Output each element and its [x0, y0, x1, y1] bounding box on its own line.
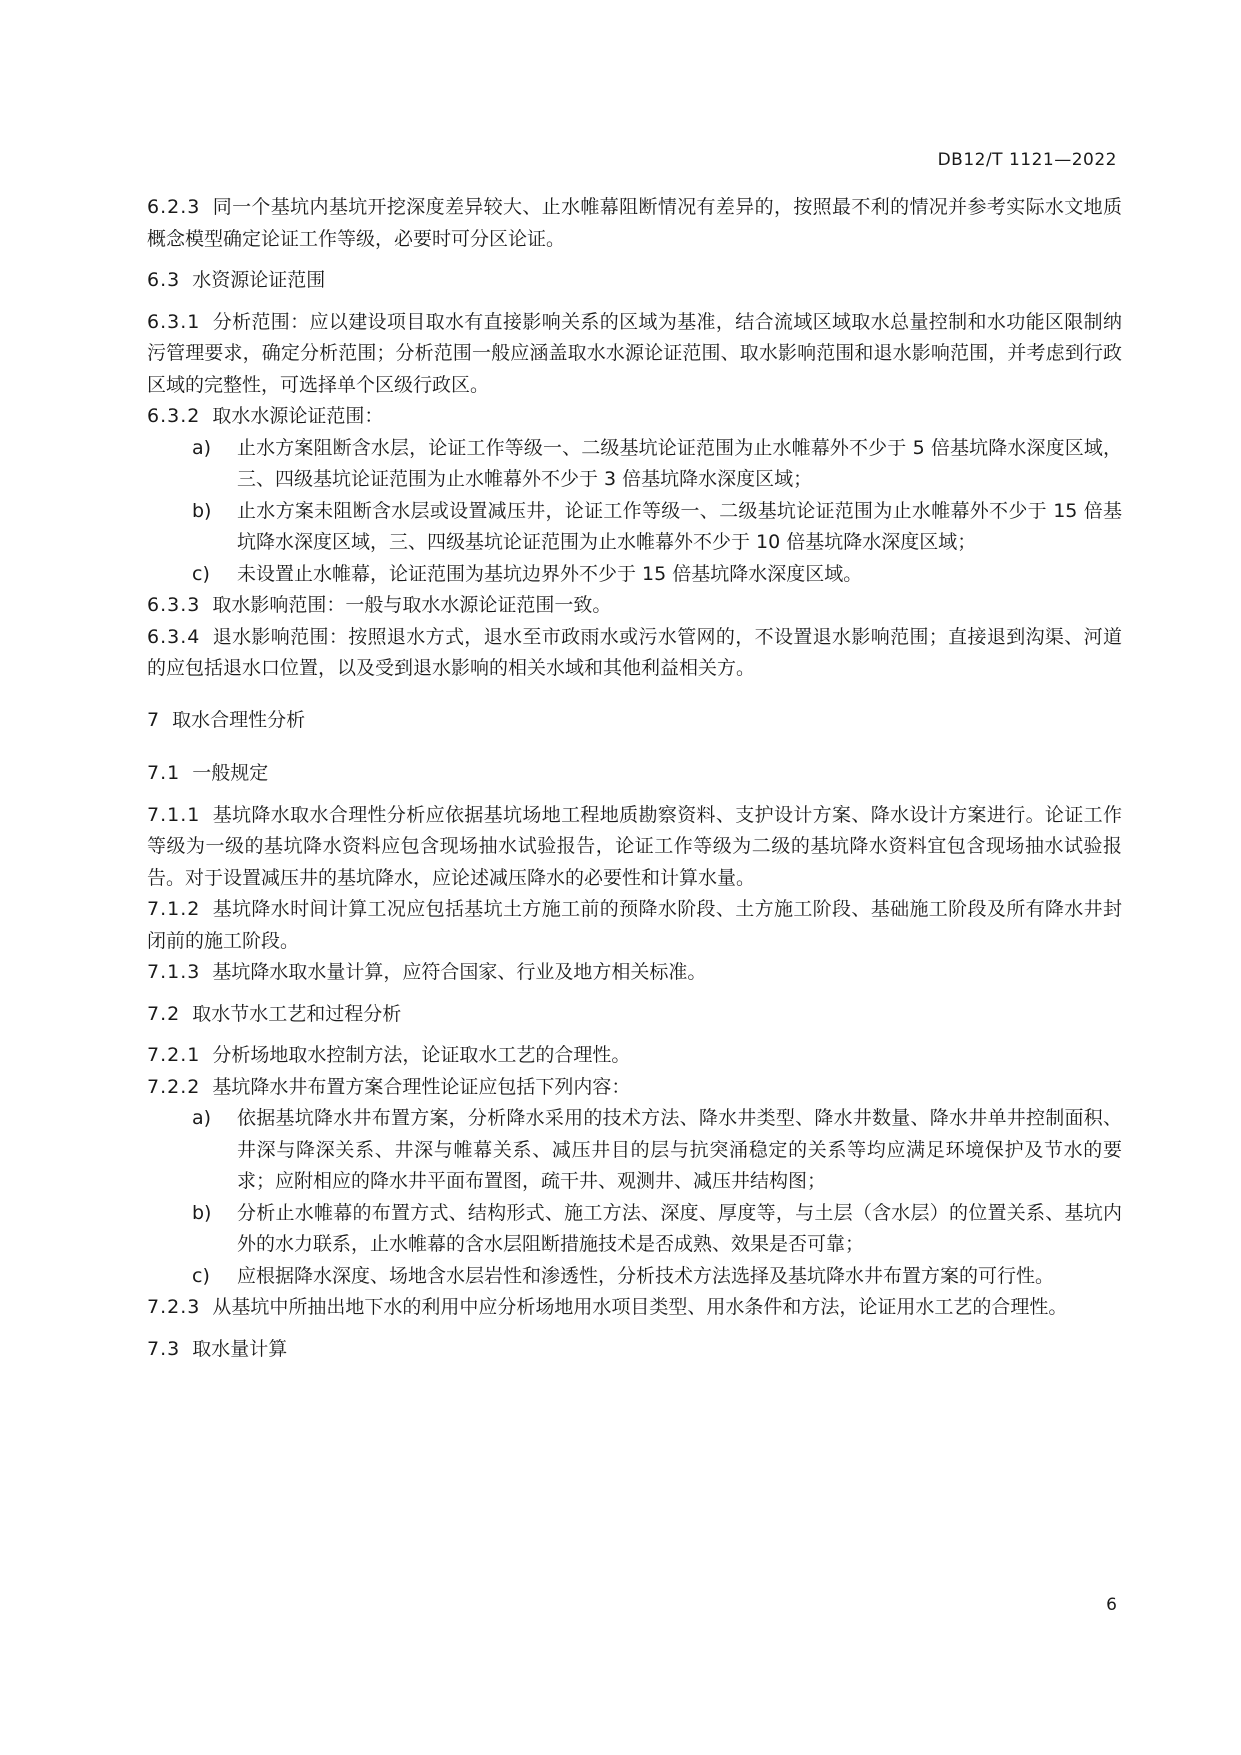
clause-7-1-1: 7.1.1 基坑降水取水合理性分析应依据基坑场地工程地质勘察资料、支护设计方案、降水设计方案进行。论证工作等级为一级的基坑降水资料应包含现场抽水试验报告，论证工作等级为二级的基坑降水资料宜包含现场抽水试验报告。对于设置减压井的基坑降水，应论述减压降水的必要性和计算水量。: [147, 803, 1122, 889]
clause-7-2-3: 7.2.3 从基坑中所抽出地下水的利用中应分析场地用水项目类型、用水条件和方法，论证用水工艺的合理性。: [147, 1296, 1068, 1318]
chapter-heading-7: 7 取水合理性分析: [147, 708, 306, 731]
clause-6-3-1: 6.3.1 分析范围：应以建设项目取水有直接影响关系的区域为基准，结合流域区域取水总量控制和水功能区限制纳污管理要求，确定分析范围；分析范围一般应涵盖取水水源论证范围、取水影响范围和退水影响范围，并考虑到行政区域的完整性，可选择单个区级行政区。: [147, 310, 1122, 396]
clause-7-2-1: 7.2.1 分析场地取水控制方法，论证取水工艺的合理性。: [147, 1044, 631, 1066]
section-heading-6-3: 6.3 水资源论证范围: [147, 269, 326, 291]
clause-7-1-2: 7.1.2 基坑降水时间计算工况应包括基坑土方施工前的预降水阶段、土方施工阶段、基础施工阶段及所有降水井封闭前的施工阶段。: [147, 898, 1122, 952]
list-item: a) 止水方案阻断含水层，论证工作等级一、二级基坑论证范围为止水帷幕外不少于 5 倍基坑降水深度区域，三、四级基坑论证范围为止水帷幕外不少于 3 倍基坑降水深度区域；: [192, 436, 1122, 490]
clause-7-2-2: 7.2.2 基坑降水井布置方案合理性论证应包括下列内容：: [147, 1075, 631, 1098]
clause-6-3-2: 6.3.2 取水水源论证范围：: [147, 405, 384, 427]
clause-6-2-3: 6.2.3 同一个基坑内基坑开挖深度差异较大、止水帷幕阻断情况有差异的，按照最不利的情况并参考实际水文地质概念模型确定论证工作等级，必要时可分区论证。: [147, 196, 1122, 250]
list-item: c) 应根据降水深度、场地含水层岩性和渗透性，分析技术方法选择及基坑降水井布置方案的可行性。: [192, 1264, 1055, 1287]
page-content: [147, 192, 1122, 1375]
section-heading-7-1: 7.1 一般规定: [147, 762, 269, 784]
list-item: c) 未设置止水帷幕，论证范围为基坑边界外不少于 15 倍基坑降水深度区域。: [192, 562, 863, 585]
document-code: DB12/T 1121—2022: [937, 150, 1117, 170]
section-heading-7-3: 7.3 取水量计算: [147, 1337, 288, 1360]
page-number: 6: [1106, 1595, 1117, 1615]
list-item: b) 止水方案未阻断含水层或设置减压井，论证工作等级一、二级基坑论证范围为止水帷幕外不少于 15 倍基坑降水深度区域，三、四级基坑论证范围为止水帷幕外不少于 10 倍基坑降水深度区域；: [192, 499, 1122, 553]
clause-7-1-3: 7.1.3 基坑降水取水量计算，应符合国家、行业及地方相关标准。: [147, 961, 707, 983]
clause-6-3-3: 6.3.3 取水影响范围：一般与取水水源论证范围一致。: [147, 594, 612, 616]
section-heading-7-2: 7.2 取水节水工艺和过程分析: [147, 1002, 402, 1025]
clause-6-3-4: 6.3.4 退水影响范围：按照退水方式，退水至市政雨水或污水管网的，不设置退水影响范围；直接退到沟渠、河道的应包括退水口位置，以及受到退水影响的相关水域和其他利益相关方。: [147, 625, 1122, 679]
list-item: a) 依据基坑降水井布置方案，分析降水采用的技术方法、降水井类型、降水井数量、降水井单井控制面积、井深与降深关系、井深与帷幕关系、减压井目的层与抗突涌稳定的关系等均应满足环境保护及节水的要求；应附相应的降水井平面布置图，疏干井、观测井、减压井结构图；: [192, 1107, 1122, 1192]
list-item: b) 分析止水帷幕的布置方式、结构形式、施工方法、深度、厚度等，与土层（含水层）的位置关系、基坑内外的水力联系，止水帷幕的含水层阻断措施技术是否成熟、效果是否可靠；: [192, 1201, 1122, 1255]
